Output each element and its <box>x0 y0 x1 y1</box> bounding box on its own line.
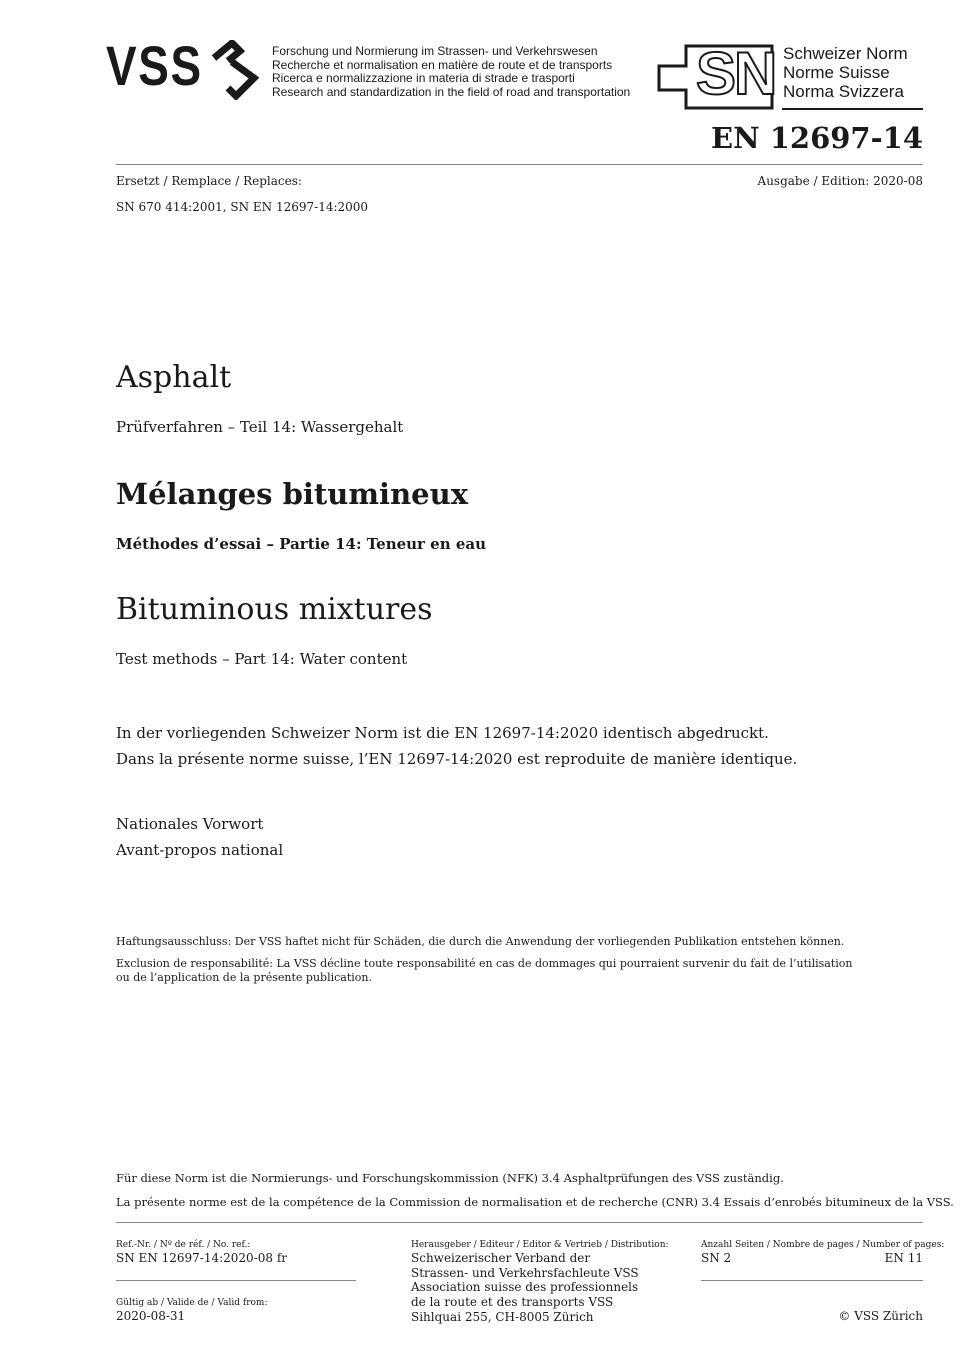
ref-label: Ref.-Nr. / Nº de réf. / No. ref.: <box>116 1240 251 1250</box>
foreword-de: Nationales Vorwort <box>116 815 264 833</box>
vss-tagline-line: Recherche et normalisation en matière de route et de transports <box>272 57 613 72</box>
disclaimer-fr-line2: ou de l’application de la présente publication. <box>116 971 372 984</box>
sn-logo-underline <box>782 108 923 110</box>
disclaimer-fr-line1: Exclusion de responsabilité: La VSS décline toute responsabilité en cas de dommages qui pourraient survenir du fait de l’utilisation <box>116 957 853 970</box>
standard-number: EN 12697-14 <box>711 121 923 155</box>
sn-name-it: Norma Svizzera <box>783 82 904 101</box>
ref-value: SN EN 12697-14:2020-08 fr <box>116 1251 288 1265</box>
valid-label: Gültig ab / Valide de / Valid from: <box>116 1298 268 1308</box>
publisher-line: Association suisse des professionnels <box>411 1280 639 1295</box>
publisher-line: Schweizerischer Verband der <box>411 1251 591 1265</box>
pages-en: EN 11 <box>884 1251 923 1265</box>
subtitle-fr: Méthodes d’essai – Partie 14: Teneur en eau <box>116 535 487 553</box>
publisher-line: Strassen- und Verkehrsfachleute VSS <box>411 1265 639 1280</box>
title-de: Asphalt <box>116 360 232 395</box>
identical-statement-fr: Dans la présente norme suisse, l’EN 12697-14:2020 est reproduite de manière identique. <box>116 750 798 768</box>
vss-tagline-line: Research and standardization in the field of road and transportation <box>272 84 631 99</box>
title-fr: Mélanges bitumineux <box>116 477 468 511</box>
subtitle-en: Test methods – Part 14: Water content <box>116 650 408 668</box>
footer-right-divider <box>701 1280 923 1281</box>
valid-value: 2020-08-31 <box>116 1309 186 1323</box>
sn-logo-text: SN <box>696 40 776 107</box>
identical-statement-de: In der vorliegenden Schweizer Norm ist die EN 12697-14:2020 identisch abgedruckt. <box>116 724 769 742</box>
title-en: Bituminous mixtures <box>116 592 433 627</box>
header-divider <box>116 164 923 165</box>
footer-divider <box>116 1222 923 1223</box>
vss-tagline-line: Forschung und Normierung im Strassen- und Verkehrswesen <box>272 44 598 58</box>
vss-chevron-icon <box>204 40 264 100</box>
sn-names <box>783 44 908 101</box>
publisher-line: de la route et des transports VSS <box>411 1295 614 1310</box>
footer-left-divider <box>116 1280 356 1281</box>
edition: Ausgabe / Edition: 2020-08 <box>757 174 923 188</box>
vss-tagline-line: Ricerca e normalizzazione in materia di strade e trasporti <box>272 71 575 85</box>
disclaimer-de: Haftungsausschluss: Der VSS haftet nicht für Schäden, die durch die Anwendung der vorliegenden Publikation entstehen können. <box>116 935 845 948</box>
vss-tagline <box>272 45 630 99</box>
publisher-line: Sihlquai 255, CH-8005 Zürich <box>411 1309 594 1324</box>
subtitle-de: Prüfverfahren – Teil 14: Wassergehalt <box>116 418 404 436</box>
foreword-fr: Avant-propos national <box>116 841 284 859</box>
replaces-label: Ersetzt / Remplace / Replaces: <box>116 174 302 188</box>
publisher-block <box>411 1251 639 1325</box>
replaces-value: SN 670 414:2001, SN EN 12697-14:2000 <box>116 200 369 214</box>
sn-name-de: Schweizer Norm <box>783 44 908 63</box>
vss-logo-text: VSS <box>106 34 203 97</box>
vss-logo <box>106 34 266 100</box>
sn-name-fr: Norme Suisse <box>783 63 890 82</box>
commission-de: Für diese Norm ist die Normierungs- und Forschungskommission (NFK) 3.4 Asphaltprüfungen des VSS zuständig. <box>116 1171 784 1185</box>
commission-fr: La présente norme est de la compétence de la Commission de normalisation et de recherche (CNR) 3.4 Essais d’enrobés bitumineux de la VSS. <box>116 1195 954 1209</box>
pages-sn: SN 2 <box>701 1251 732 1265</box>
publisher-label: Herausgeber / Editeur / Editor & Vertrieb / Distribution: <box>411 1240 669 1250</box>
pages-label: Anzahl Seiten / Nombre de pages / Number of pages: <box>701 1240 945 1250</box>
copyright: © VSS Zürich <box>838 1309 923 1323</box>
